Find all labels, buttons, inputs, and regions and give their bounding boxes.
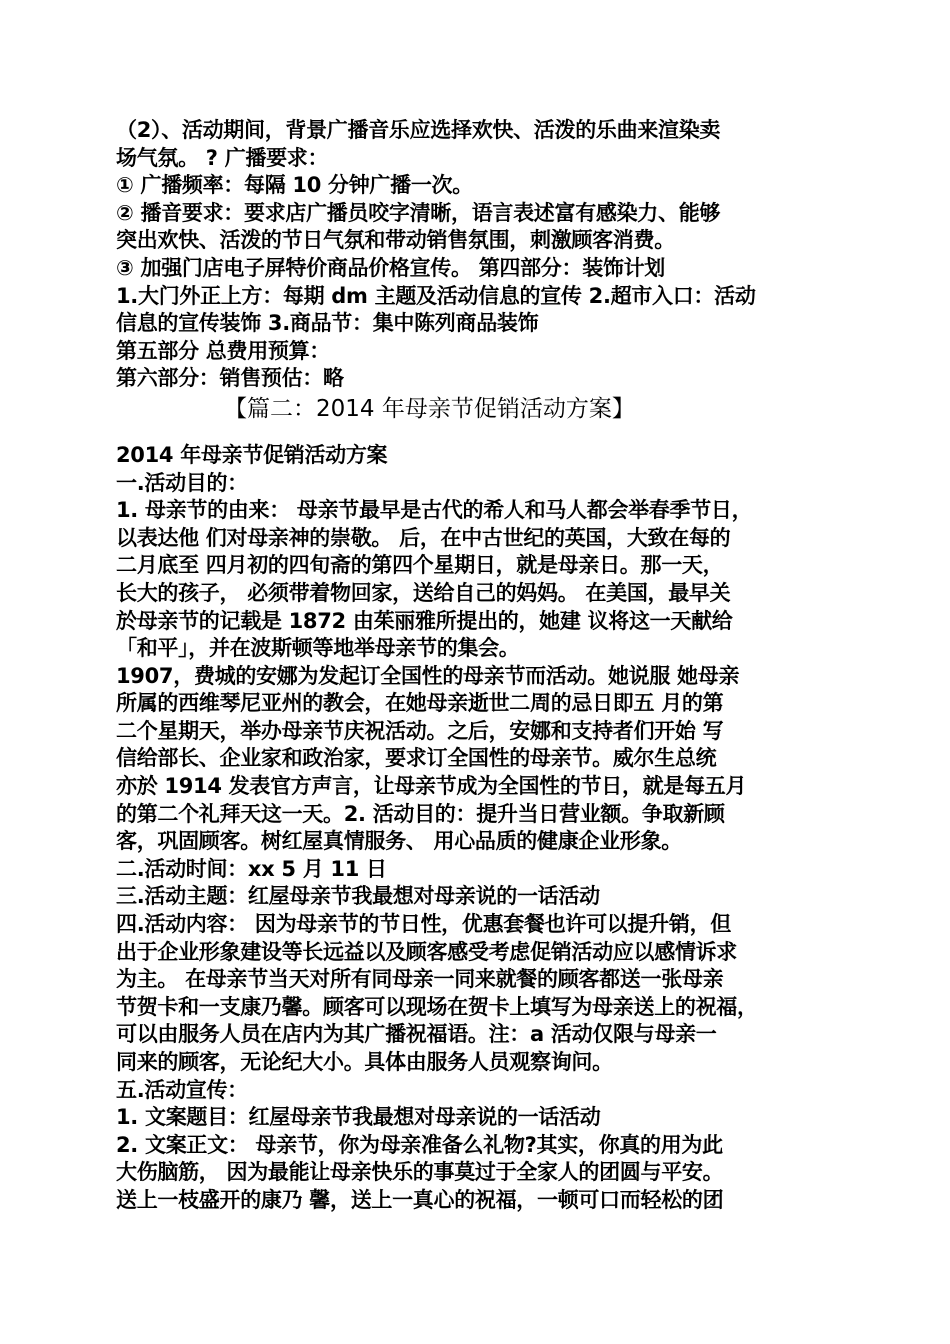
text-line: 场气氛。 ? 广播要求： (116, 145, 329, 170)
text-line: 亦於 1914 发表官方声言，让母亲节成为全国性的节日，就是每五月 (116, 774, 747, 799)
part-two-text (116, 442, 846, 1215)
section-heading: 【篇二：2014 年母亲节促销活动方案】 (224, 395, 635, 422)
text-line: 以表达他 们对母亲神的崇敬。 后，在中古世纪的英国，大致在每的 (116, 525, 731, 550)
text-line: 长大的孩子， 必须带着物回家，送给自己的妈妈。 在美国，最早关 (116, 580, 731, 605)
text-line: 第六部分：销售预估：略 (116, 366, 344, 391)
text-line: 送上一枝盛开的康乃 馨，送上一真心的祝福，一顿可口而轻松的团 (116, 1187, 724, 1212)
text-line: 可以由服务人员在店内为其广播祝福语。注：a 活动仅限与母亲一 (116, 1022, 717, 1047)
text-line: 「和平」，并在波斯顿等地举母亲节的集会。 (116, 636, 520, 661)
text-line: 同来的顾客，无论纪大小。具体由服务人员观察询问。 (116, 1050, 613, 1074)
text-line: 的第二个礼拜天这一天。2. 活动目的：提升当日营业额。争取新顾 (116, 801, 725, 826)
text-line: 於母亲节的记载是 1872 由茱丽雅所提出的，她建 议将这一天献给 (116, 608, 733, 633)
text-line: 四.活动内容： 因为母亲节的节日性，优惠套餐也许可以提升销，但 (116, 912, 731, 937)
text-line: 五.活动宣传： (116, 1077, 248, 1102)
text-line: 第五部分 总费用预算： (116, 338, 331, 363)
text-line: 信息的宣传装饰 3.商品节：集中陈列商品装饰 (116, 311, 539, 336)
text-line: 1.大门外正上方：每期 dm 主题及活动信息的宣传 2.超市入口：活动 (116, 283, 756, 308)
text-line: 突出欢快、活泼的节日气氛和带动销售氛围，刺激顾客消费。 (116, 228, 675, 253)
text-line: 节贺卡和一支康乃馨。顾客可以现场在贺卡上填写为母亲送上的祝福， (116, 994, 758, 1019)
text-line: 为主。 在母亲节当天对所有同母亲一同来就餐的顾客都送一张母亲 (116, 967, 724, 992)
text-line: 信给部长、企业家和政治家，要求订全国性的母亲节。威尔生总统 (116, 746, 717, 771)
text-line: 二.活动时间：xx 5 月 11 日 (116, 856, 387, 881)
text-line: 出于企业形象建设等长远益以及顾客感受考虑促销活动应以感情诉求 (116, 939, 737, 964)
text-line: 客，巩固顾客。树红屋真情服务、 用心品质的健康企业形象。 (116, 829, 682, 854)
text-line: ② 播音要求：要求店广播员咬字清晰，语言表述富有感染力、能够 (116, 200, 721, 225)
text-line: 大伤脑筋， 因为最能让母亲快乐的事莫过于全家人的团圆与平安。 (116, 1160, 724, 1185)
document-body (116, 117, 846, 1215)
text-line: 二个星期天，举办母亲节庆祝活动。之后，安娜和支持者们开始 写 (116, 718, 724, 743)
text-line: 1. 文案题目：红屋母亲节我最想对母亲说的一话活动 (116, 1105, 601, 1130)
text-line: 一.活动目的： (116, 470, 248, 495)
text-line: ① 广播频率：每隔 10 分钟广播一次。 (116, 173, 473, 198)
text-line: ③ 加强门店电子屏特价商品价格宣传。 第四部分：装饰计划 (116, 255, 666, 280)
text-line: 三.活动主题：红屋母亲节我最想对母亲说的一话活动 (116, 884, 600, 909)
text-line: 2. 文案正文： 母亲节，你为母亲准备么礼物?其实，你真的用为此 (116, 1132, 723, 1157)
text-line: 1. 母亲节的由来： 母亲节最早是古代的希人和马人都会举春季节日， (116, 498, 753, 523)
part-one-text (116, 117, 846, 393)
text-line: 1907，费城的安娜为发起订全国性的母亲节而活动。她说服 她母亲 (116, 663, 740, 688)
text-line: 二月底至 四月初的四旬斋的第四个星期日，就是母亲日。那一天， (116, 553, 724, 578)
text-line: 2014 年母亲节促销活动方案 (116, 442, 388, 467)
text-line: 所属的西维琴尼亚州的教会，在她母亲逝世二周的忌日即五 月的第 (116, 691, 724, 716)
text-line: （2）、活动期间，背景广播音乐应选择欢快、活泼的乐曲来渲染卖 (116, 118, 721, 142)
